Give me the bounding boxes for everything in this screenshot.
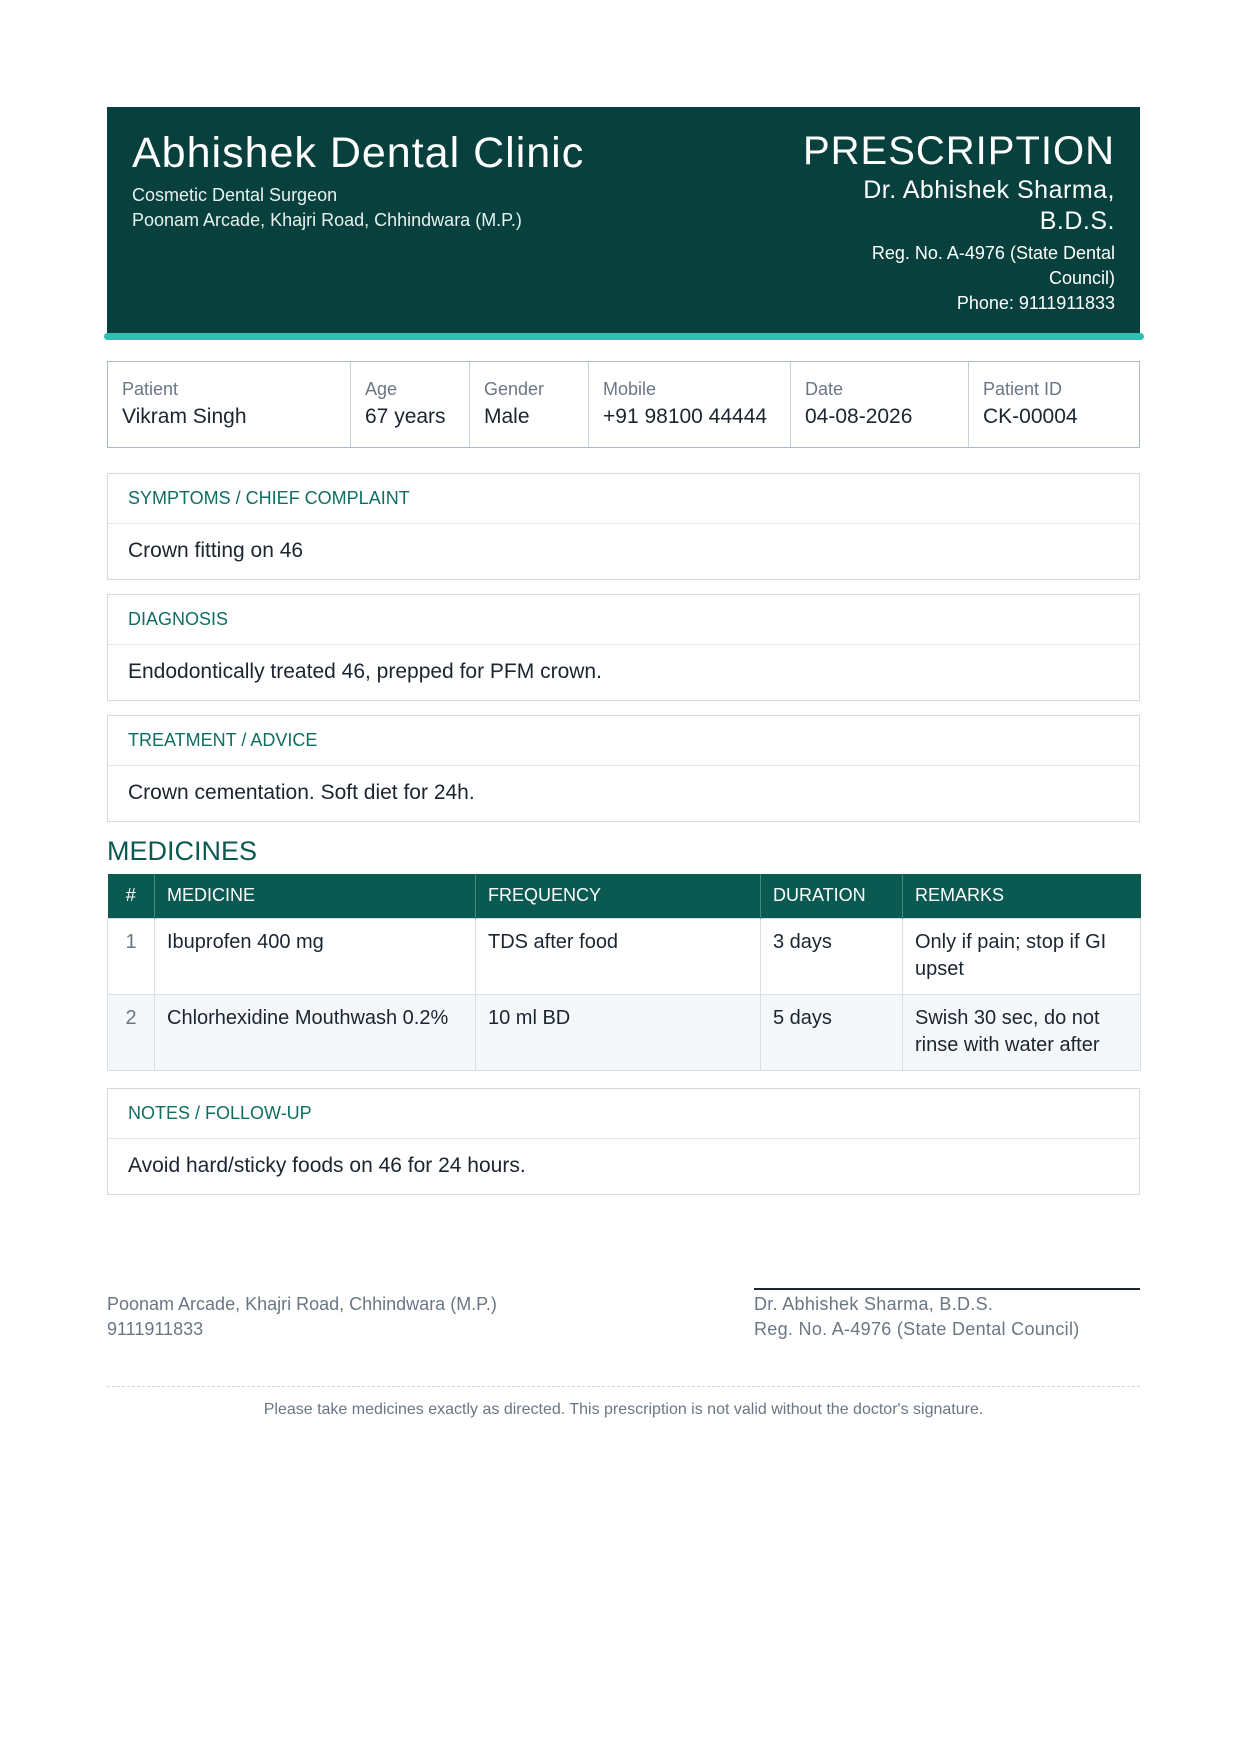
doctor-signature-block	[754, 1292, 1080, 1342]
clinic-address: Poonam Arcade, Khajri Road, Chhindwara (M.P.)	[132, 210, 522, 230]
header-accent-bar	[104, 333, 1144, 340]
patient-name-value: Vikram Singh	[122, 405, 247, 428]
notes-heading: NOTES / FOLLOW-UP	[108, 1089, 1139, 1139]
prescription-date-value: 04-08-2026	[805, 405, 913, 428]
treatment-text: Crown cementation. Soft diet for 24h.	[128, 781, 475, 804]
medicines-heading: MEDICINES	[107, 836, 258, 866]
symptoms-heading: SYMPTOMS / CHIEF COMPLAINT	[108, 474, 1139, 524]
patient-id-label: Patient ID	[983, 379, 1063, 399]
medicines-table	[107, 874, 1141, 1071]
diagnosis-text: Endodontically treated 46, prepped for PFM crown.	[128, 660, 602, 683]
patient-gender-value: Male	[484, 405, 530, 428]
table-row	[108, 918, 1141, 994]
footer-phone: 9111911833	[107, 1319, 204, 1339]
doctor-phone: Phone: 9111911833	[956, 293, 1115, 313]
clinic-details	[132, 183, 522, 233]
treatment-section	[107, 715, 1140, 822]
doctor-name-line2: B.D.S.	[1039, 207, 1115, 235]
patient-mobile-cell	[589, 362, 791, 447]
symptoms-text: Crown fitting on 46	[128, 539, 304, 562]
patient-info-table	[107, 361, 1140, 448]
prescription-date-label: Date	[805, 379, 844, 399]
col-header-remarks: REMARKS	[903, 874, 1141, 918]
document-title: PRESCRIPTION	[802, 129, 1115, 173]
medicine-remarks: Swish 30 sec, do not rinse with water after	[903, 994, 1141, 1070]
patient-id-value: CK-00004	[983, 405, 1078, 428]
diagnosis-heading: DIAGNOSIS	[108, 595, 1139, 645]
signature-line	[754, 1288, 1140, 1290]
patient-name-cell	[108, 362, 351, 447]
prescription-disclaimer: Please take medicines exactly as directed. This prescription is not valid without the doctor's signature.	[263, 1401, 984, 1418]
medicine-frequency: 10 ml BD	[476, 994, 761, 1070]
doctor-name-line1: Dr. Abhishek Sharma,	[863, 176, 1115, 204]
notes-section	[107, 1088, 1140, 1195]
medicine-name: Chlorhexidine Mouthwash 0.2%	[155, 994, 476, 1070]
clinic-header	[107, 107, 1140, 333]
signature-doctor-name: Dr. Abhishek Sharma, B.D.S.	[754, 1294, 994, 1314]
doctor-registration	[785, 241, 1115, 291]
patient-gender-cell	[470, 362, 589, 447]
prescription-date-cell	[791, 362, 969, 447]
patient-mobile-label: Mobile	[603, 379, 657, 399]
footer-address: Poonam Arcade, Khajri Road, Chhindwara (M.P.)	[107, 1294, 497, 1314]
col-header-duration: DURATION	[761, 874, 903, 918]
prescription-doctor-block	[785, 129, 1115, 316]
col-header-medicine: MEDICINE	[155, 874, 476, 918]
medicine-name: Ibuprofen 400 mg	[155, 918, 476, 994]
patient-id-cell	[969, 362, 1139, 447]
signature-registration: Reg. No. A-4976 (State Dental Council)	[754, 1319, 1080, 1339]
symptoms-section	[107, 473, 1140, 580]
patient-age-label: Age	[365, 379, 398, 399]
patient-age-cell	[351, 362, 470, 447]
diagnosis-section	[107, 594, 1140, 701]
clinic-name: Abhishek Dental Clinic	[132, 129, 585, 177]
footer-clinic-contact	[107, 1292, 497, 1342]
footer-divider	[107, 1386, 1140, 1387]
clinic-specialty: Cosmetic Dental Surgeon	[132, 185, 338, 205]
registration-line1: Reg. No. A-4976 (State Dental	[871, 243, 1115, 263]
medicine-duration: 3 days	[761, 918, 903, 994]
patient-age-value: 67 years	[365, 405, 446, 428]
medicine-duration: 5 days	[761, 994, 903, 1070]
patient-gender-label: Gender	[484, 379, 545, 399]
row-number: 1	[108, 918, 155, 994]
treatment-heading: TREATMENT / ADVICE	[108, 716, 1139, 766]
row-number: 2	[108, 994, 155, 1070]
table-row	[108, 994, 1141, 1070]
patient-mobile-value: +91 98100 44444	[603, 405, 768, 428]
col-header-frequency: FREQUENCY	[476, 874, 761, 918]
medicine-remarks: Only if pain; stop if GI upset	[903, 918, 1141, 994]
registration-line2: Council)	[1048, 268, 1115, 288]
medicine-frequency: TDS after food	[476, 918, 761, 994]
patient-name-label: Patient	[122, 379, 179, 399]
medicines-header-row	[108, 874, 1141, 918]
notes-text: Avoid hard/sticky foods on 46 for 24 hours.	[128, 1154, 526, 1177]
doctor-name	[785, 175, 1115, 237]
col-header-number: #	[108, 874, 155, 918]
